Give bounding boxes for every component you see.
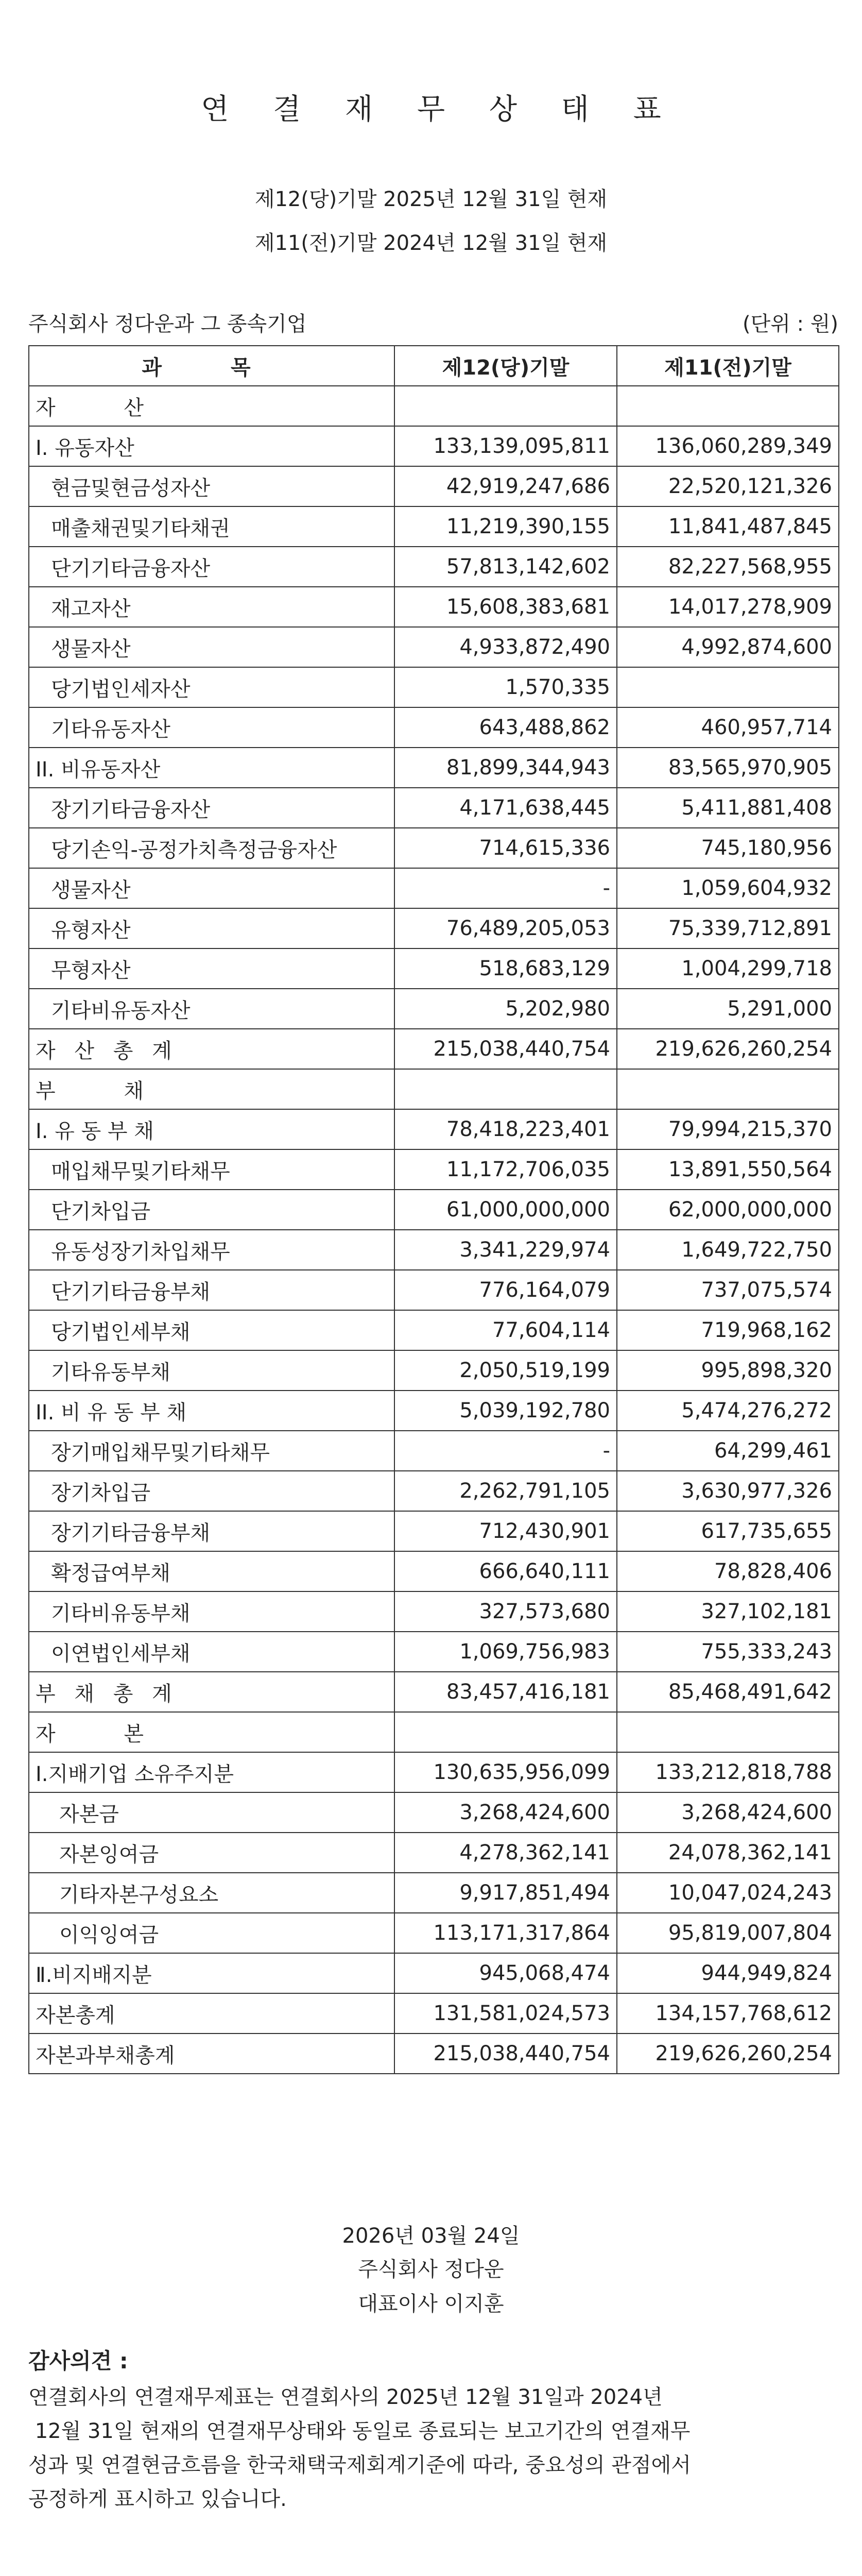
row-label: 장기기타금융부채 [29, 1511, 394, 1551]
current-value: 215,038,440,754 [394, 2033, 617, 2074]
prior-value: 327,102,181 [617, 1591, 839, 1632]
table-row [29, 1833, 839, 1873]
current-value [394, 1712, 617, 1752]
row-label: 유형자산 [29, 908, 394, 948]
table-row [29, 1149, 839, 1190]
row-label: 생물자산 [29, 868, 394, 908]
prior-value: 14,017,278,909 [617, 587, 839, 627]
row-label: 기타비유동자산 [29, 989, 394, 1029]
prior-value: 133,212,818,788 [617, 1752, 839, 1792]
audit-opinion-title: 감사의견 : [28, 2348, 128, 2374]
prior-value: 4,992,874,600 [617, 627, 839, 667]
current-value: 133,139,095,811 [394, 426, 617, 466]
table-row [29, 1190, 839, 1230]
table-row [29, 1993, 839, 2033]
current-value: 77,604,114 [394, 1310, 617, 1350]
current-value: 215,038,440,754 [394, 1029, 617, 1069]
document-title: 연 결 재 무 상 태 표 [201, 93, 679, 126]
current-value: 5,202,980 [394, 989, 617, 1029]
table-row [29, 587, 839, 627]
prior-value: 1,649,722,750 [617, 1230, 839, 1270]
prior-value: 11,841,487,845 [617, 506, 839, 547]
table-row [29, 1109, 839, 1149]
row-label: 기타유동부채 [29, 1350, 394, 1391]
prior-value [617, 386, 839, 426]
prior-value: 134,157,768,612 [617, 1993, 839, 2033]
current-value: 83,457,416,181 [394, 1672, 617, 1712]
prior-value: 62,000,000,000 [617, 1190, 839, 1230]
prior-value: 79,994,215,370 [617, 1109, 839, 1149]
table-row [29, 1350, 839, 1391]
current-value: 5,039,192,780 [394, 1391, 617, 1431]
prior-value [617, 1069, 839, 1109]
table-row [29, 788, 839, 828]
audit-opinion-line: 공정하게 표시하고 있습니다. [28, 2487, 287, 2511]
current-value: 643,488,862 [394, 707, 617, 748]
row-label: 생물자산 [29, 627, 394, 667]
row-label: 자본금 [29, 1792, 394, 1833]
prior-value: 24,078,362,141 [617, 1833, 839, 1873]
table-row [29, 868, 839, 908]
table-header-row [29, 346, 839, 386]
prior-value: 755,333,243 [617, 1632, 839, 1672]
row-label: I. 유 동 부 채 [29, 1109, 394, 1149]
row-label: 자 산 [29, 386, 394, 426]
row-label: 자 산 총 계 [29, 1029, 394, 1069]
row-label: 자 본 [29, 1712, 394, 1752]
table-row [29, 506, 839, 547]
table-row [29, 1591, 839, 1632]
current-value: 1,570,335 [394, 667, 617, 707]
row-label: 단기기타금융자산 [29, 547, 394, 587]
current-value: - [394, 1431, 617, 1471]
row-label: 기타비유동부채 [29, 1591, 394, 1632]
prior-value: 82,227,568,955 [617, 547, 839, 587]
current-value: 1,069,756,983 [394, 1632, 617, 1672]
current-value: 712,430,901 [394, 1511, 617, 1551]
table-row [29, 1712, 839, 1752]
current-value [394, 1069, 617, 1109]
current-period-line: 제12(당)기말 2025년 12월 31일 현재 [254, 188, 608, 211]
row-label: 부 채 총 계 [29, 1672, 394, 1712]
current-value: 131,581,024,573 [394, 1993, 617, 2033]
current-value: 4,278,362,141 [394, 1833, 617, 1873]
table-row [29, 748, 839, 788]
table-row [29, 1391, 839, 1431]
table-row [29, 1029, 839, 1069]
table-row [29, 707, 839, 748]
header-account: 과 목 [29, 346, 394, 386]
table-row [29, 1270, 839, 1310]
row-label: Ⅰ.지배기업 소유주지분 [29, 1752, 394, 1792]
row-label: 현금및현금성자산 [29, 466, 394, 506]
table-row [29, 547, 839, 587]
signature-date: 2026년 03월 24일 [342, 2224, 520, 2248]
table-row [29, 1310, 839, 1350]
audit-opinion-line: 12월 31일 현재의 연결재무상태와 동일로 종료되는 보고기간의 연결재무 [28, 2419, 691, 2443]
table-row [29, 386, 839, 426]
header-current-period: 제12(당)기말 [394, 346, 617, 386]
row-label: 유동성장기차입채무 [29, 1230, 394, 1270]
row-label: 기타자본구성요소 [29, 1873, 394, 1913]
row-label: 장기기타금융자산 [29, 788, 394, 828]
table-row [29, 426, 839, 466]
table-row [29, 2033, 839, 2074]
balance-sheet-table [28, 345, 839, 2074]
table-row [29, 1551, 839, 1591]
row-label: 자본잉여금 [29, 1833, 394, 1873]
prior-value: 78,828,406 [617, 1551, 839, 1591]
prior-value: 737,075,574 [617, 1270, 839, 1310]
prior-value: 22,520,121,326 [617, 466, 839, 506]
current-value: 11,172,706,035 [394, 1149, 617, 1190]
current-value: 3,341,229,974 [394, 1230, 617, 1270]
signature-company: 주식회사 정다운 [358, 2258, 504, 2281]
table-row [29, 1672, 839, 1712]
current-value: - [394, 868, 617, 908]
row-label: 단기기타금융부채 [29, 1270, 394, 1310]
table-row [29, 1511, 839, 1551]
current-value: 42,919,247,686 [394, 466, 617, 506]
prior-value: 95,819,007,804 [617, 1913, 839, 1953]
prior-value [617, 667, 839, 707]
row-label: Ⅱ.비지배지분 [29, 1953, 394, 1993]
row-label: 재고자산 [29, 587, 394, 627]
table-row [29, 989, 839, 1029]
table-row [29, 627, 839, 667]
prior-value: 460,957,714 [617, 707, 839, 748]
prior-value: 3,268,424,600 [617, 1792, 839, 1833]
table-row [29, 948, 839, 989]
row-label: 자본과부채총계 [29, 2033, 394, 2074]
current-value: 2,050,519,199 [394, 1350, 617, 1391]
table-row [29, 1913, 839, 1953]
table-row [29, 1431, 839, 1471]
prior-value: 5,474,276,272 [617, 1391, 839, 1431]
table-row [29, 1873, 839, 1913]
prior-value: 745,180,956 [617, 828, 839, 868]
prior-value: 75,339,712,891 [617, 908, 839, 948]
current-value: 15,608,383,681 [394, 587, 617, 627]
prior-value: 5,411,881,408 [617, 788, 839, 828]
current-value: 327,573,680 [394, 1591, 617, 1632]
audit-opinion-line: 연결회사의 연결재무제표는 연결회사의 2025년 12월 31일과 2024년 [28, 2385, 663, 2409]
row-label: 확정급여부채 [29, 1551, 394, 1591]
prior-value: 136,060,289,349 [617, 426, 839, 466]
current-value: 2,262,791,105 [394, 1471, 617, 1511]
row-label: 단기차입금 [29, 1190, 394, 1230]
table-row [29, 1230, 839, 1270]
current-value: 78,418,223,401 [394, 1109, 617, 1149]
row-label: 자본총계 [29, 1993, 394, 2033]
prior-value: 13,891,550,564 [617, 1149, 839, 1190]
table-row [29, 1632, 839, 1672]
unit-label: (단위 : 원) [742, 312, 838, 336]
prior-period-line: 제11(전)기말 2024년 12월 31일 현재 [254, 231, 608, 255]
prior-value: 219,626,260,254 [617, 2033, 839, 2074]
company-unit-line [28, 308, 838, 339]
table-row [29, 1953, 839, 1993]
table-row [29, 466, 839, 506]
current-value: 945,068,474 [394, 1953, 617, 1993]
row-label: 무형자산 [29, 948, 394, 989]
audit-opinion-body [28, 2380, 838, 2516]
current-value: 9,917,851,494 [394, 1873, 617, 1913]
row-label: 이익잉여금 [29, 1913, 394, 1953]
prior-value: 85,468,491,642 [617, 1672, 839, 1712]
row-label: 당기손익-공정가치측정금융자산 [29, 828, 394, 868]
prior-value: 10,047,024,243 [617, 1873, 839, 1913]
row-label: 당기법인세부채 [29, 1310, 394, 1350]
prior-value: 617,735,655 [617, 1511, 839, 1551]
prior-value: 64,299,461 [617, 1431, 839, 1471]
current-value: 714,615,336 [394, 828, 617, 868]
current-value: 3,268,424,600 [394, 1792, 617, 1833]
table-row [29, 1752, 839, 1792]
prior-value: 944,949,824 [617, 1953, 839, 1993]
current-value: 4,171,638,445 [394, 788, 617, 828]
signature-ceo: 대표이사 이지훈 [358, 2292, 504, 2316]
table-row [29, 667, 839, 707]
company-name: 주식회사 정다운과 그 종속기업 [28, 312, 307, 336]
header-prior-period: 제11(전)기말 [617, 346, 839, 386]
table-row [29, 1792, 839, 1833]
table-row [29, 1471, 839, 1511]
current-value: 76,489,205,053 [394, 908, 617, 948]
prior-value: 5,291,000 [617, 989, 839, 1029]
current-value: 61,000,000,000 [394, 1190, 617, 1230]
current-value [394, 386, 617, 426]
current-value: 666,640,111 [394, 1551, 617, 1591]
row-label: 장기차입금 [29, 1471, 394, 1511]
row-label: I. 유동자산 [29, 426, 394, 466]
row-label: 기타유동자산 [29, 707, 394, 748]
prior-value: 1,059,604,932 [617, 868, 839, 908]
table-row [29, 828, 839, 868]
prior-value: 995,898,320 [617, 1350, 839, 1391]
current-value: 4,933,872,490 [394, 627, 617, 667]
current-value: 776,164,079 [394, 1270, 617, 1310]
table-row [29, 1069, 839, 1109]
row-label: 부 채 [29, 1069, 394, 1109]
row-label: 매출채권및기타채권 [29, 506, 394, 547]
prior-value [617, 1712, 839, 1752]
row-label: 이연법인세부채 [29, 1632, 394, 1672]
row-label: II. 비 유 동 부 채 [29, 1391, 394, 1431]
row-label: II. 비유동자산 [29, 748, 394, 788]
current-value: 11,219,390,155 [394, 506, 617, 547]
table-row [29, 908, 839, 948]
current-value: 81,899,344,943 [394, 748, 617, 788]
current-value: 57,813,142,602 [394, 547, 617, 587]
current-value: 113,171,317,864 [394, 1913, 617, 1953]
audit-opinion-line: 성과 및 연결현금흐름을 한국채택국제회계기준에 따라, 중요성의 관점에서 [28, 2453, 691, 2477]
row-label: 장기매입채무및기타채무 [29, 1431, 394, 1471]
current-value: 518,683,129 [394, 948, 617, 989]
current-value: 130,635,956,099 [394, 1752, 617, 1792]
row-label: 매입채무및기타채무 [29, 1149, 394, 1190]
prior-value: 219,626,260,254 [617, 1029, 839, 1069]
prior-value: 719,968,162 [617, 1310, 839, 1350]
prior-value: 3,630,977,326 [617, 1471, 839, 1511]
row-label: 당기법인세자산 [29, 667, 394, 707]
prior-value: 83,565,970,905 [617, 748, 839, 788]
prior-value: 1,004,299,718 [617, 948, 839, 989]
